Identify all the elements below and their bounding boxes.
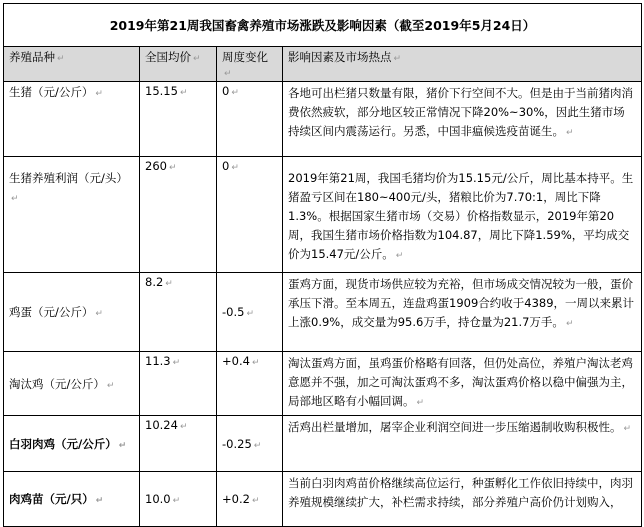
table-row xyxy=(4,472,642,527)
row-change: 0 ↵ xyxy=(217,82,283,157)
row-price: 260 ↵ xyxy=(140,157,217,273)
row-change: +0.2 ↵ xyxy=(217,472,283,527)
table-title: 2019年第21周我国畜禽养殖市场涨跌及影响因素（截至2019年5月24日） xyxy=(4,4,642,47)
row-description: 当前白羽肉鸡苗价格继续高位运行，种蛋孵化工作依旧持续中，肉羽养殖规模继续扩大，补栏需求持续，部分养殖户高价仍计划购入， xyxy=(283,472,642,527)
table-row xyxy=(4,157,642,273)
row-description: 活鸡出栏量增加，屠宰企业利润空间进一步压缩遏制收购积极性。 ↵ xyxy=(283,416,642,472)
table-row xyxy=(4,352,642,416)
row-description: 2019年第21周，我国毛猪均价为15.15元/公斤，周比基本持平。生猪盈亏区间在180~400元/头，猪粮比价为7.70:1，周比下降1.3%。根据国家生猪市场（交易）价格指数显示，2019年第20周，我国生猪市场价格指数为104.87，周比下降1.59%，平均成交价为15.47元/公斤。 ↵ xyxy=(283,157,642,273)
header-avg-price: 全国均价 ↵ xyxy=(140,47,217,82)
row-name: 淘汰鸡（元/公斤） ↵ xyxy=(4,352,140,416)
row-price: 10.0 ↵ xyxy=(140,472,217,527)
row-name: 生猪养殖利润（元/头）↵ xyxy=(4,157,140,273)
header-breed: 养殖品种 ↵ xyxy=(4,47,140,82)
row-change: -0.5 ↵ xyxy=(217,273,283,352)
row-change: -0.25 ↵ xyxy=(217,416,283,472)
row-name: 白羽肉鸡（元/公斤） ↵ xyxy=(4,416,140,472)
row-name: 肉鸡苗（元/只） ↵ xyxy=(4,472,140,527)
row-description: 淘汰蛋鸡方面，虽鸡蛋价格略有回落，但仍处高位，养殖户淘汰老鸡意愿并不强，加之可淘汰蛋鸡不多，淘汰蛋鸡价格以稳中偏强为主，局部地区略有小幅回调。 ↵ xyxy=(283,352,642,416)
row-price: 8.2 ↵ xyxy=(140,273,217,352)
title-row xyxy=(4,4,642,47)
row-name: 生猪（元/公斤） ↵ xyxy=(4,82,140,157)
row-change: +0.4 ↵ xyxy=(217,352,283,416)
row-description: 蛋鸡方面，现货市场供应较为充裕，但市场成交情况较为一般，蛋价承压下滑。至本周五，连盘鸡蛋1909合约收于4389，一周以来累计上涨0.9%，成交量为95.6万手，持仓量为21.7万手。 ↵ xyxy=(283,273,642,352)
livestock-market-table xyxy=(3,3,642,527)
table-row xyxy=(4,273,642,352)
row-change: 0 ↵ xyxy=(217,157,283,273)
table-row xyxy=(4,82,642,157)
row-price: 15.15 ↵ xyxy=(140,82,217,157)
table-row xyxy=(4,416,642,472)
row-description: 各地可出栏猪只数量有限，猪价下行空间不大。但是由于当前猪肉消费依然疲软，部分地区较正常情况下降20%~30%，因此生猪市场持续区间内震荡运行。另悉，中国非瘟候选疫苗诞生。 ↵ xyxy=(283,82,642,157)
row-price: 11.3 ↵ xyxy=(140,352,217,416)
row-price: 10.24 ↵ xyxy=(140,416,217,472)
header-row xyxy=(4,47,642,82)
row-name: 鸡蛋（元/公斤） ↵ xyxy=(4,273,140,352)
header-weekly-change: 周度变化↵ xyxy=(217,47,283,82)
header-factors: 影响因素及市场热点 ↵ xyxy=(283,47,642,82)
